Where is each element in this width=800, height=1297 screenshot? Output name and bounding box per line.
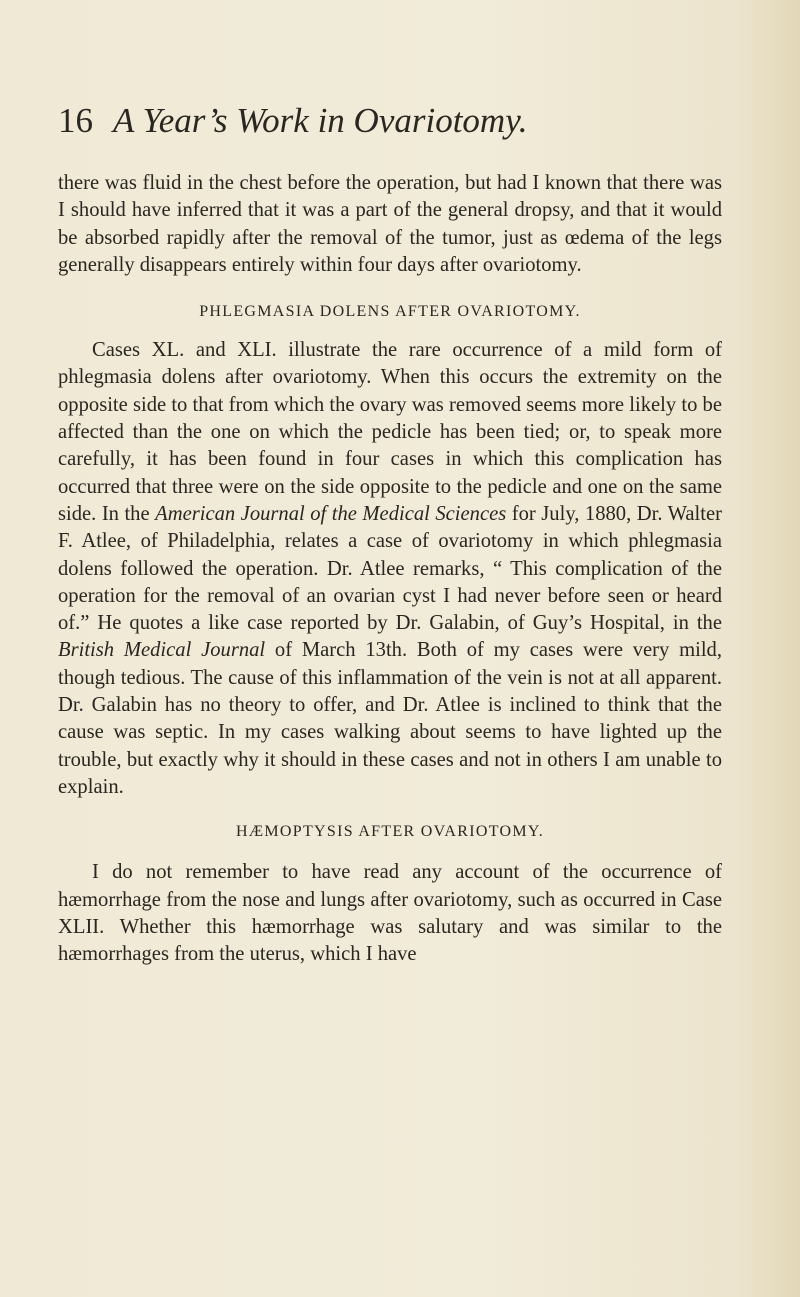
paragraph-phlegmasia xyxy=(58,337,722,801)
body-text xyxy=(58,170,722,968)
paragraph-phlegmasia-text-b: for July, 1880, Dr. Walter F. Atlee, of Philadelphia, relates a case of ovariotomy in which phlegmasia dolens followed the operation. Dr. Atlee remarks, “ This complication of the operation for the removal of an ovarian cyst I had never before seen or heard of.” He quotes a like case reported by Dr. Galabin, of Guy’s Hospital, in the xyxy=(58,502,722,635)
paragraph-haemoptysis: I do not remember to have read any account of the occurrence of hæmorrhage from the nose and lungs after ovariotomy, such as occurred in Case XLII. Whether this hæmorrhage was salutary and was similar to the hæmorrhages from the uterus, which I have xyxy=(58,861,722,966)
paragraph-dropsy: there was fluid in the chest before the operation, but had I known that there was I should have inferred that it was a part of the general dropsy, and that it would be absorbed rapidly after the removal of the tumor, just as œdema of the legs generally disappears entirely within four days after ovariotomy. xyxy=(58,172,722,276)
page-number: 16 xyxy=(58,101,93,140)
running-head xyxy=(58,98,738,144)
paragraph-phlegmasia-text-a: Cases XL. and XLI. illustrate the rare occurrence of a mild form of phlegmasia dolens after ovariotomy. When this occurs the extremity on the opposite side to that from which the ovary was removed seems more likely to be affected than the one on which the pedicle has been tied; or, to speak more carefully, it has been found in four cases in which this complication has occurred that three were on the side opposite to the pedicle and one on the same side. In the xyxy=(58,339,722,525)
journal-title-british: British Medical Journal xyxy=(58,639,266,662)
running-title: A Year’s Work in Ovariotomy. xyxy=(113,101,528,140)
section-heading-phlegmasia: PHLEGMASIA DOLENS AFTER OVARIOTOMY. xyxy=(199,303,581,321)
section-heading-haemoptysis: HÆMOPTYSIS AFTER OVARIOTOMY. xyxy=(235,823,545,841)
paragraph-phlegmasia-text-c: of March 13th. Both of my cases were very mild, though tedious. The cause of this inflammation of the vein is not at all apparent. Dr. Galabin has no theory to offer, and Dr. Atlee is inclined to think that the cause was septic. In my cases walking about seems to have lighted up the trouble, but exactly why it should in these cases and not in others I am unable to explain. xyxy=(58,639,722,798)
journal-title-american: American Journal of the Medical Sciences xyxy=(155,502,507,525)
